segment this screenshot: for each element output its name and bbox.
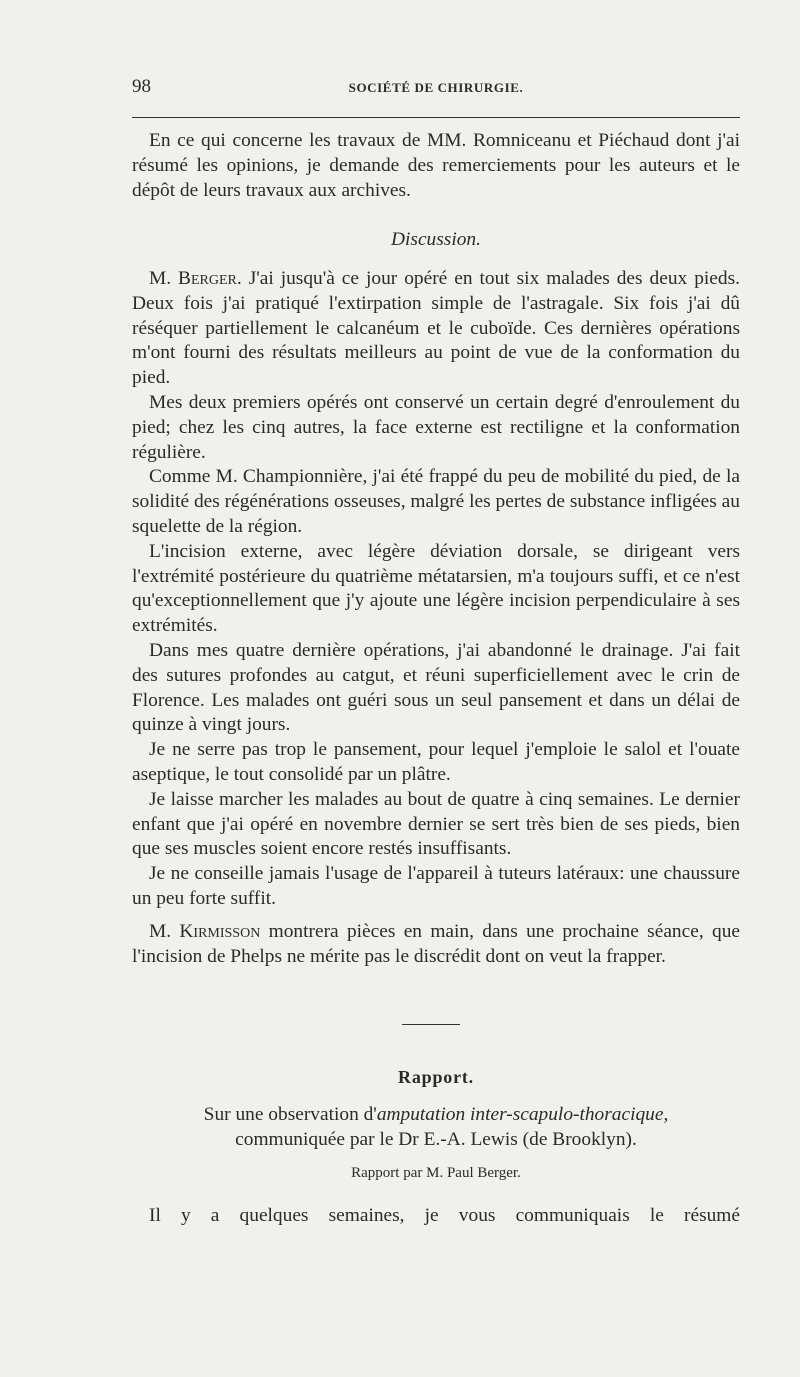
section-separator: [402, 1024, 460, 1025]
discussion-body: [132, 267, 740, 969]
page-number: 98: [132, 76, 151, 97]
berger-paragraph: M. Berger. J'ai jusqu'à ce jour opéré en tout six malades des deux pieds. Deux fois j'ai pratiqué l'extirpation simple de l'astragale. Six fois j'ai dû réséquer partiellement le calcanéum et le cuboïde. Ces dernières opérations m'ont fourni des résultats meilleurs au point de vue de la conformation du pied.: [132, 268, 740, 389]
paragraph: Comme M. Championnière, j'ai été frappé du peu de mobilité du pied, de la solidité des régénérations osseuses, malgré les pertes de substance infligées au squelette de la région.: [132, 466, 740, 537]
discussion-heading: Discussion.: [391, 229, 481, 250]
paragraph: Je ne serre pas trop le pansement, pour lequel j'emploie le salol et l'ouate aseptique, le tout consolidé par un plâtre.: [132, 739, 740, 785]
paragraph: Je laisse marcher les malades au bout de quatre à cinq semaines. Le dernier enfant que j'ai opéré en novembre dernier se sert très bien de ses pieds, bien que ses muscles soient encore restés insuffisants.: [132, 788, 740, 860]
page-header: [132, 76, 740, 104]
speaker-name: M. Berger.: [149, 268, 242, 289]
rapporteur-line: Rapport par M. Paul Berger.: [351, 1165, 521, 1181]
intro-paragraph-block: [132, 129, 740, 203]
running-head: SOCIÉTÉ DE CHIRURGIE.: [348, 80, 524, 95]
rapport-first-line: Il y a quelques semaines, je vous communiquais le résumé: [149, 1205, 740, 1226]
observation-title: Sur une observation d'amputation inter-scapulo-thoracique, communiquée par le Dr E.-A. Lewis (de Brooklyn).: [203, 1104, 669, 1150]
header-rule: [132, 117, 740, 118]
paragraph: Dans mes quatre dernière opérations, j'ai abandonné le drainage. J'ai fait des sutures profondes au catgut, et réuni superficiellement avec le crin de Florence. Les malades ont guéri sous un seul pansement et dans un délai de quinze à vingt jours.: [132, 639, 740, 736]
kirmisson-paragraph: M. Kirmisson montrera pièces en main, dans une prochaine séance, que l'incision de Phelps ne mérite pas le discrédit dont on veut la frapper.: [132, 920, 741, 967]
rapport-title: Rapport.: [398, 1067, 474, 1087]
paragraph: Je ne conseille jamais l'usage de l'appareil à tuteurs latéraux: une chaussure un peu forte suffit.: [132, 863, 740, 909]
speaker-name: M. Kirmisson: [149, 920, 261, 942]
paragraph: L'incision externe, avec légère déviation dorsale, se dirigeant vers l'extrémité postérieure du quatrième métatarsien, m'a toujours suffi, et ce n'est qu'exceptionnellement que j'y ajoute une légère incision perpendiculaire à ses extrémités.: [132, 540, 740, 637]
intro-paragraph: En ce qui concerne les travaux de MM. Romniceanu et Piéchaud dont j'ai résumé les opinions, je demande des remerciements pour les auteurs et le dépôt de leurs travaux aux archives.: [132, 130, 740, 201]
paragraph: Mes deux premiers opérés ont conservé un certain degré d'enroulement du pied; chez les cinq autres, la face externe est rectiligne et la conformation régulière.: [132, 391, 740, 463]
